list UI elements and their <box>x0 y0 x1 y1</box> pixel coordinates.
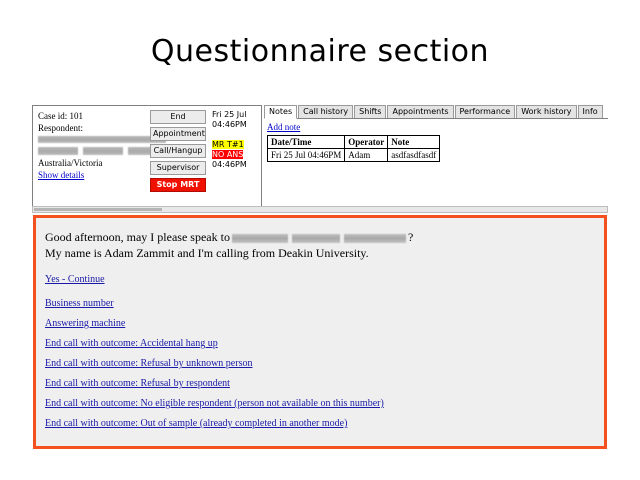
redacted-name-3 <box>344 234 406 243</box>
end-button[interactable]: End <box>150 110 206 124</box>
greeting-prefix: Good afternoon, may I please speak to <box>45 230 230 244</box>
status-time: 04:46PM <box>212 160 247 169</box>
tab-work-history[interactable]: Work history <box>516 105 576 118</box>
tab-notes[interactable]: Notes <box>264 105 297 119</box>
outcome-link-no-eligible-respondent[interactable]: End call with outcome: No eligible respondent (person not available on this number) <box>45 398 384 409</box>
outcome-link-refusal-unknown-person[interactable]: End call with outcome: Refusal by unknown person <box>45 358 253 369</box>
questionnaire-script-area <box>33 215 607 449</box>
outcome-link-yes-continue[interactable]: Yes - Continue <box>45 274 105 285</box>
stop-mrt-button[interactable]: Stop MRT <box>150 178 206 192</box>
tab-call-history[interactable]: Call history <box>298 105 353 118</box>
table-header-row <box>268 136 440 149</box>
call-time: 04:46PM <box>212 120 247 129</box>
call-status-column <box>212 110 258 170</box>
tab-shifts[interactable]: Shifts <box>354 105 386 118</box>
show-details-link[interactable]: Show details <box>38 170 85 180</box>
column-header-note: Note <box>388 136 440 149</box>
cell-operator: Adam <box>345 149 388 162</box>
outcome-link-out-of-sample[interactable]: End call with outcome: Out of sample (already completed in another mode) <box>45 418 348 429</box>
mrt-status-badge: MR T#1 <box>212 140 244 149</box>
scrollbar-thumb[interactable] <box>34 208 162 211</box>
introduction-line: My name is Adam Zammit and I'm calling from Deakin University. <box>45 246 369 260</box>
horizontal-scrollbar[interactable] <box>32 206 608 213</box>
action-button-stack <box>150 110 206 195</box>
cell-datetime: Fri 25 Jul 04:46PM <box>268 149 345 162</box>
outcome-link-business-number[interactable]: Business number <box>45 298 114 309</box>
notes-panel <box>264 105 608 205</box>
locality-label: Australia/Victoria <box>38 158 103 168</box>
call-hangup-button[interactable]: Call/Hangup <box>150 144 206 158</box>
respondent-label: Respondent: <box>38 123 83 133</box>
outcome-link-answering-machine[interactable]: Answering machine <box>45 318 126 329</box>
add-note-link[interactable]: Add note <box>267 122 301 132</box>
table-row <box>268 149 440 162</box>
redacted-name-1 <box>232 234 288 243</box>
application-screenshot <box>32 105 608 450</box>
greeting-line <box>45 230 413 245</box>
tab-info[interactable]: Info <box>578 105 603 118</box>
call-date: Fri 25 Jul <box>212 110 247 119</box>
status-spacer <box>212 130 258 140</box>
outcome-link-accidental-hangup[interactable]: End call with outcome: Accidental hang up <box>45 338 218 349</box>
redacted-name-2 <box>292 234 340 243</box>
column-header-operator: Operator <box>345 136 388 149</box>
outcome-link-refusal-respondent[interactable]: End call with outcome: Refusal by respondent <box>45 378 230 389</box>
case-id-label: Case id: 101 <box>38 111 83 121</box>
supervisor-button[interactable]: Supervisor <box>150 161 206 175</box>
column-header-datetime: Date/Time <box>268 136 345 149</box>
cell-note: asdfasdfasdf <box>388 149 440 162</box>
notes-table <box>267 135 440 162</box>
appointment-button[interactable]: Appointment <box>150 127 206 141</box>
tab-strip <box>264 105 608 119</box>
redacted-phone-part-1 <box>38 147 78 155</box>
tab-appointments[interactable]: Appointments <box>387 105 453 118</box>
no-answer-status-badge: NO ANS <box>212 150 244 159</box>
outcome-link-list <box>45 274 585 438</box>
greeting-suffix: ? <box>407 230 414 244</box>
redacted-phone-part-2 <box>83 147 123 155</box>
tab-performance[interactable]: Performance <box>455 105 516 118</box>
page-title: Questionnaire section <box>150 34 490 69</box>
redacted-respondent-name <box>38 136 166 143</box>
